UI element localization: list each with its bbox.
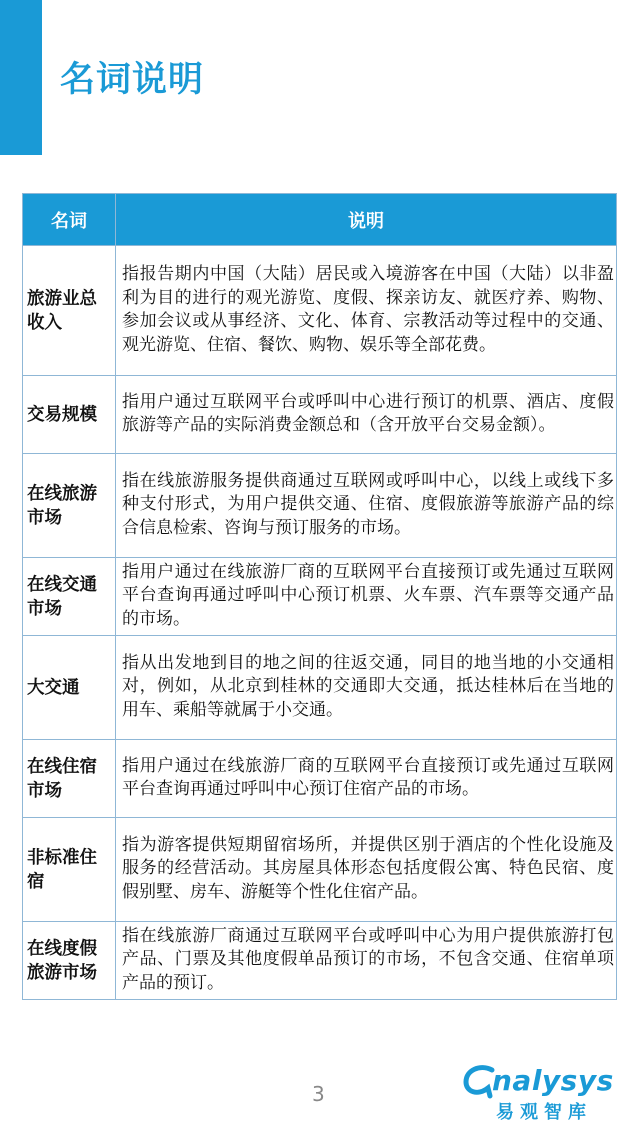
header-description: 说明 (116, 194, 617, 246)
row-description: 指用户通过在线旅游厂商的互联网平台直接预订或先通过互联网平台查询再通过呼叫中心预订住宿产品的市场。 (116, 740, 617, 818)
row-term: 非标准住宿 (23, 818, 116, 922)
accent-bar (0, 0, 42, 155)
row-description: 指为游客提供短期留宿场所，并提供区别于酒店的个性化设施及服务的经营活动。其房屋具体形态包括度假公寓、特色民宿、度假别墅、房车、游艇等个性化住宿产品。 (116, 818, 617, 922)
page-title: 名词说明 (60, 60, 205, 100)
row-description: 指在线旅游服务提供商通过互联网或呼叫中心，以线上或线下多种支付形式，为用户提供交通、住宿、度假旅游等旅游产品的综合信息检索、咨询与预订服务的市场。 (116, 454, 617, 558)
glossary-table (22, 193, 617, 1000)
row-term: 在线度假旅游市场 (23, 922, 116, 1000)
row-term: 在线住宿市场 (23, 740, 116, 818)
row-description: 指在线旅游厂商通过互联网平台或呼叫中心为用户提供旅游打包产品、门票及其他度假单品预订的市场，不包含交通、住宿单项产品的预订。 (116, 922, 617, 1000)
analysys-logo (462, 1062, 627, 1122)
table-header-row (23, 194, 617, 246)
row-description: 指报告期内中国（大陆）居民或入境游客在中国（大陆）以非盈利为目的进行的观光游览、度假、探亲访友、就医疗养、购物、参加会议或从事经济、文化、体育、宗教活动等过程中的交通、观光游览、住宿、餐饮、购物、娱乐等全部花费。 (116, 246, 617, 376)
row-description: 指用户通过互联网平台或呼叫中心进行预订的机票、酒店、度假旅游等产品的实际消费金额总和（含开放平台交易金额）。 (116, 376, 617, 454)
header-term: 名词 (23, 194, 116, 246)
row-term: 在线交通市场 (23, 558, 116, 636)
row-term: 大交通 (23, 636, 116, 740)
table-row (23, 818, 617, 922)
row-description: 指用户通过在线旅游厂商的互联网平台直接预订或先通过互联网平台查询再通过呼叫中心预订机票、火车票、汽车票等交通产品的市场。 (116, 558, 617, 636)
table-row (23, 740, 617, 818)
page-number: 3 (312, 1082, 325, 1106)
row-description: 指从出发地到目的地之间的往返交通，同目的地当地的小交通相对，例如，从北京到桂林的交通即大交通，抵达桂林后在当地的用车、乘船等就属于小交通。 (116, 636, 617, 740)
table-row (23, 922, 617, 1000)
table-row (23, 558, 617, 636)
table-row (23, 376, 617, 454)
table-row (23, 636, 617, 740)
logo-chinese-text: 易观智库 (496, 1102, 592, 1123)
row-term: 在线旅游市场 (23, 454, 116, 558)
logo-english-text: nalysys (492, 1064, 614, 1097)
row-term: 交易规模 (23, 376, 116, 454)
table-row (23, 246, 617, 376)
table-row (23, 454, 617, 558)
row-term: 旅游业总收入 (23, 246, 116, 376)
